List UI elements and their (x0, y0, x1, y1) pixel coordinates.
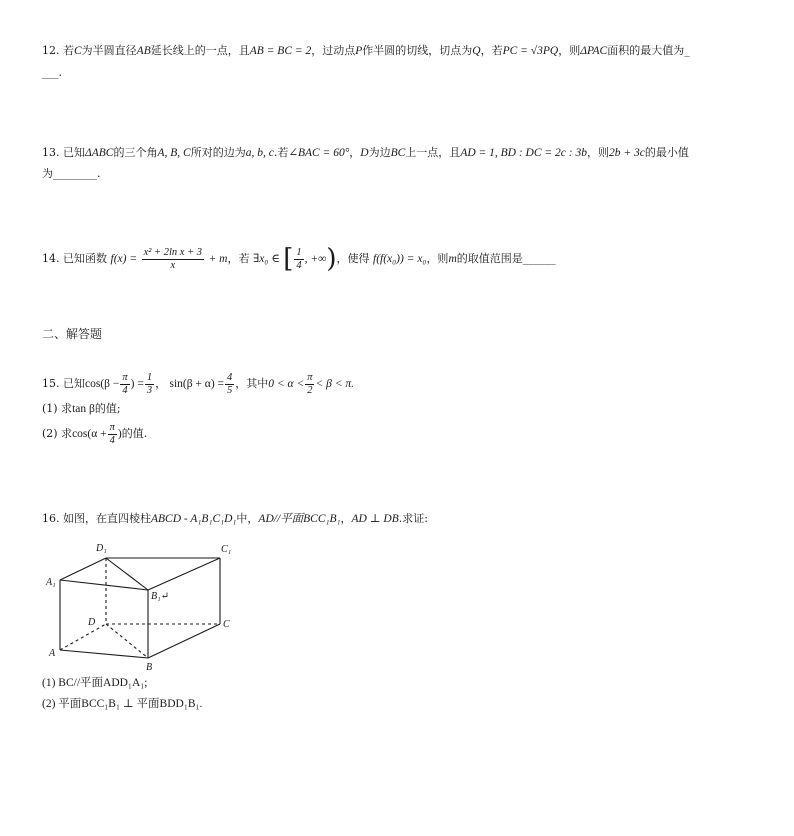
q14-var-m: m (448, 253, 457, 265)
q14-line (42, 245, 556, 273)
q15-pi: π (122, 371, 128, 383)
q15-text: ，其中 (235, 377, 269, 390)
q12-text: 作半圆的切线，切点为 (362, 44, 473, 57)
q14-numerator: x² + 2ln x + 3 (143, 246, 203, 258)
q15-frac-pi-2 (305, 372, 314, 397)
q15-frac-1-3 (145, 372, 154, 397)
q13-text: .若 (273, 146, 289, 159)
q13-text: 所对的边为 (190, 146, 246, 159)
edge-b1-c1 (148, 558, 220, 590)
label-b1: B₁↵ (151, 591, 169, 602)
q12-text: ，过动点 (311, 44, 356, 57)
q15-frac-pi-4b (108, 422, 117, 447)
q15-sin: ， sin(β + α) = (155, 378, 225, 390)
q14-denominator: x (170, 259, 176, 271)
q12-text: ，若 (480, 44, 503, 57)
label-c: C (223, 619, 230, 630)
q13-line2: 为________. (42, 167, 101, 180)
q13-line1 (42, 146, 689, 160)
q15-part1-text: (1) 求 (42, 402, 73, 415)
q14-interval-den: 4 (296, 259, 302, 271)
q14-text: ，使得 (336, 252, 370, 265)
q13-angle: ∠BAC = 60° (288, 147, 350, 159)
label-b: B (146, 662, 153, 673)
q14-interval-rest: , +∞ (304, 253, 327, 265)
q13-text: 的最小值 (644, 146, 689, 159)
q15-part2-text: 的值. (121, 427, 148, 440)
q13-var-d: D (360, 147, 369, 159)
q15-cos2: cos(α + (72, 428, 107, 440)
q13-condition: AD = 1, BD : DC = 2c : 3b (460, 147, 587, 159)
prism-diagram (40, 538, 240, 678)
q16-line1 (42, 512, 428, 526)
q12-var-c: C (74, 45, 82, 57)
q15-s4: 4 (227, 371, 233, 383)
q16-condition-2: AD ⊥ DB (351, 513, 399, 525)
q14-text: ，若 (227, 252, 250, 265)
q14-function: f(x) = (110, 253, 138, 265)
q15-part2-text: (2) 求 (42, 427, 73, 440)
q15-one: 1 (146, 371, 153, 383)
edge-a-d (60, 624, 106, 650)
label-d1: D₁ (96, 543, 107, 554)
edge-d-b (106, 624, 148, 658)
q14-interval-fraction (294, 247, 303, 272)
q16-text: ， (340, 512, 352, 525)
q12-condition: AB = BC = 2 (249, 45, 312, 57)
q15-part1-text: 的值; (94, 402, 121, 415)
q14-text: 的取值范围是______ (456, 252, 556, 265)
q14-composite: f(f(x₀)) = x₀ (373, 253, 427, 265)
q12-text: 延长线上的一点，且 (150, 44, 250, 57)
q13-sides: a, b, c (245, 147, 274, 159)
q13-triangle: ΔABC (85, 147, 114, 159)
q14-plus-m: + m (208, 253, 228, 265)
label-d: D (88, 617, 96, 628)
q12-text: 面积的最大值为_ (607, 44, 690, 57)
q15-pi: π (307, 371, 313, 383)
q13-text: 的三个角 (113, 146, 158, 159)
label-a: A (49, 648, 56, 659)
q12-var-p: P (355, 45, 363, 57)
label-c1: C₁ (221, 544, 232, 555)
q15-frac-pi-4 (120, 372, 129, 397)
q15-cos2-end: ) (117, 428, 122, 440)
q13-text: 为边 (368, 146, 391, 159)
q15-range-end: < β < π. (315, 378, 354, 390)
q15-three: 3 (146, 384, 153, 396)
q15-cos-end: ) = (130, 378, 144, 390)
q16-part2: (2) 平面BCC₁B₁ ⊥ 平面BDD₁B₁. (42, 698, 203, 710)
edge-a1-d1 (60, 558, 106, 580)
q16-text: .求证: (398, 512, 428, 525)
q15-part2 (42, 420, 147, 448)
q14-interval-num: 1 (296, 246, 302, 258)
q14-left-bracket: [ (283, 244, 294, 274)
section-heading: 二、解答题 (42, 327, 103, 341)
q12-line1 (42, 44, 690, 58)
q13-expression: 2b + 3c (608, 147, 645, 159)
q13-text: ，则 (586, 146, 609, 159)
q12-var-q: Q (472, 45, 481, 57)
q13-var-bc: BC (390, 147, 406, 159)
q14-right-paren: ) (326, 244, 337, 274)
edge-a1-b1 (60, 580, 148, 590)
q14-text: ，则 (426, 252, 449, 265)
q15-four: 4 (109, 434, 115, 446)
q16-condition-1: AD//平面BCC₁B₁ (258, 513, 341, 525)
q12-text: 12. 若 (42, 44, 74, 57)
q16-part1: (1) BC//平面ADD₁A₁; (42, 677, 148, 689)
q12-line2: ___. (42, 66, 62, 79)
label-a1: A₁ (46, 577, 56, 588)
q15-range: 0 < α < (268, 378, 305, 390)
edge-b-c (148, 624, 220, 658)
q14-exists: ∃x₀ ∈ (252, 253, 280, 265)
q13-angles: A, B, C (157, 147, 191, 159)
q12-text: ，则 (558, 44, 581, 57)
q15-cos: cos(β − (85, 378, 120, 390)
q13-text: 上一点，且 (405, 146, 461, 159)
q12-var-ab: AB (136, 45, 151, 57)
q16-text: 中， (236, 512, 259, 525)
q15-four: 4 (122, 384, 128, 396)
q12-text: 为半圆直径 (81, 44, 137, 57)
q15-pi: π (109, 421, 115, 433)
q16-text: 16. 如图，在直四棱柱 (42, 512, 151, 525)
q12-triangle: ΔPAC (580, 45, 608, 57)
q15-text: 15. 已知 (42, 377, 85, 390)
q15-tan: tan β (72, 403, 95, 415)
q16-prism: ABCD - A₁B₁C₁D₁ (151, 513, 237, 525)
q12-relation: PC = √3PQ (502, 45, 559, 57)
q15-part1 (42, 402, 121, 416)
q15-s5: 5 (227, 384, 233, 396)
q15-two: 2 (307, 384, 313, 396)
q14-fraction (142, 247, 204, 272)
q15-frac-4-5 (225, 372, 234, 397)
edge-a-b (60, 650, 148, 658)
q13-text: ， (349, 146, 361, 159)
q14-text: 14. 已知函数 (42, 252, 107, 265)
q15-line1 (42, 370, 354, 398)
edge-d1-b1 (106, 558, 148, 590)
q13-text: 13. 已知 (42, 146, 85, 159)
